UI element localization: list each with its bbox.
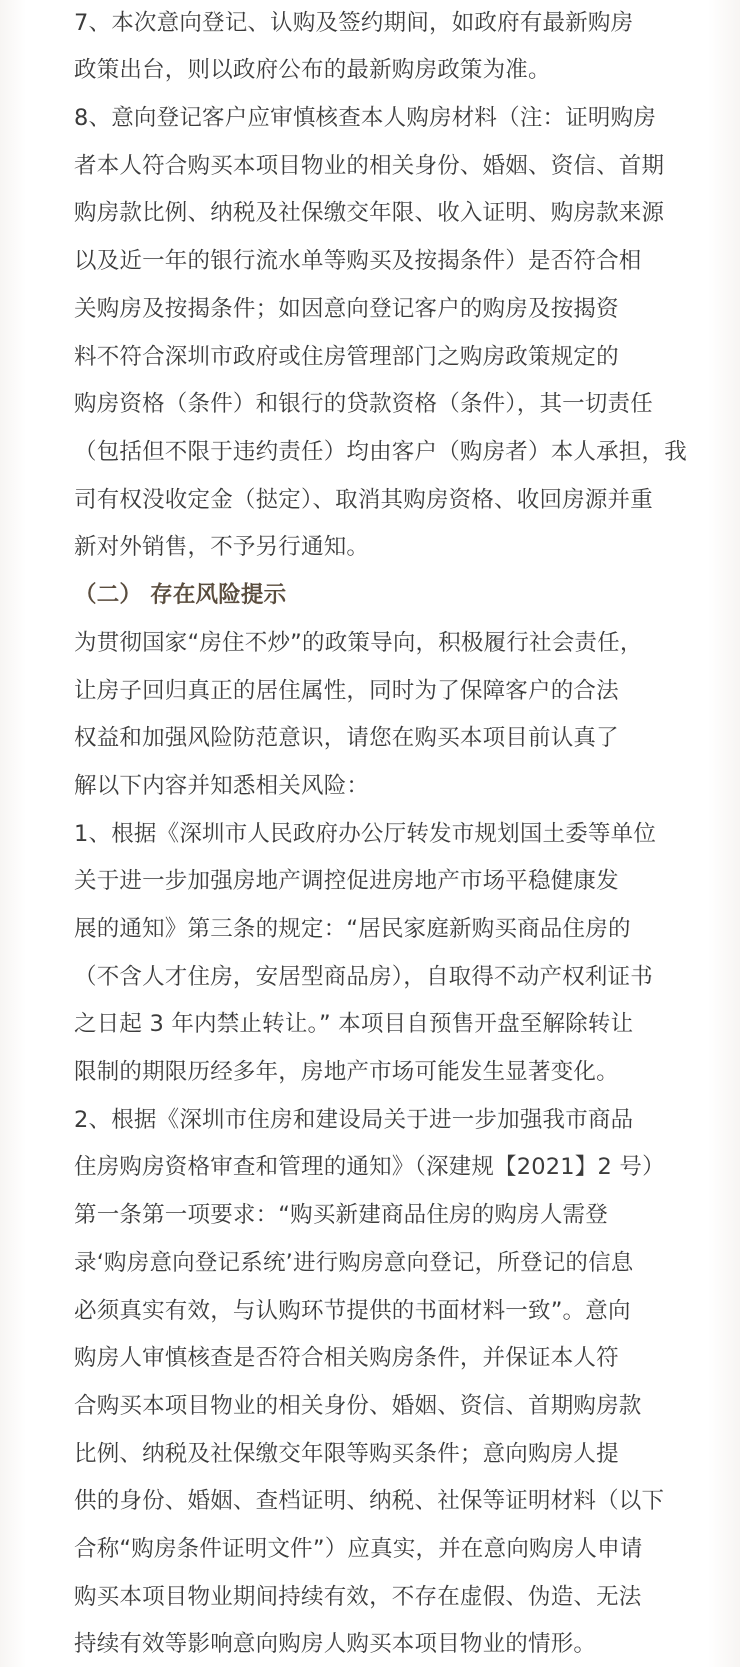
text-line: 7、本次意向登记、认购及签约期间，如政府有最新购房 — [74, 10, 634, 36]
text-line: （不含人才住房，安居型商品房），自取得不动产权利证书 — [74, 964, 653, 990]
text-line: 第一条第一项要求：“购买新建商品住房的购房人需登 — [74, 1202, 608, 1228]
text-line: 必须真实有效，与认购环节提供的书面材料一致”。意向 — [74, 1298, 631, 1324]
text-line: 关于进一步加强房地产调控促进房地产市场平稳健康发 — [74, 868, 619, 894]
text-line: 展的通知》第三条的规定：“居民家庭新购买商品住房的 — [74, 916, 631, 942]
text-line: （包括但不限于违约责任）均由客户（购房者）本人承担，我 — [74, 439, 687, 465]
text-line: 购房资格（条件）和银行的贷款资格（条件），其一切责任 — [74, 391, 653, 417]
text-line: 关购房及按揭条件；如因意向登记客户的购房及按揭资 — [74, 296, 619, 322]
text-line: 之日起 3 年内禁止转让。” 本项目自预售开盘至解除转让 — [74, 1011, 634, 1037]
text-line: 司有权没收定金（挞定）、取消其购房资格、收回房源并重 — [74, 487, 653, 513]
text-line: 2、根据《深圳市住房和建设局关于进一步加强我市商品 — [74, 1107, 634, 1133]
text-line: 购房人审慎核查是否符合相关购房条件，并保证本人符 — [74, 1345, 619, 1371]
text-line: 住房购房资格审查和管理的通知》（深建规【2021】2 号） — [74, 1154, 665, 1180]
text-line: 为贯彻国家“房住不炒”的政策导向，积极履行社会责任， — [74, 630, 643, 656]
text-line: 限制的期限历经多年，房地产市场可能发生显著变化。 — [74, 1059, 619, 1085]
text-line: 1、根据《深圳市人民政府办公厅转发市规划国土委等单位 — [74, 821, 657, 847]
text-line: 新对外销售，不予另行通知。 — [74, 534, 370, 560]
text-line: 解以下内容并知悉相关风险： — [74, 773, 370, 799]
text-line: 料不符合深圳市政府或住房管理部门之购房政策规定的 — [74, 344, 619, 370]
text-line: 者本人符合购买本项目物业的相关身份、婚姻、资信、首期 — [74, 153, 665, 179]
text-line: 持续有效等影响意向购房人购买本项目物业的情形。 — [74, 1631, 597, 1657]
section-heading: （二） 存在风险提示 — [74, 582, 287, 608]
text-line: 让房子回归真正的居住属性，同时为了保障客户的合法 — [74, 678, 619, 704]
text-line: 以及近一年的银行流水单等购买及按揭条件）是否符合相 — [74, 248, 642, 274]
text-line: 合称“购房条件证明文件”）应真实，并在意向购房人申请 — [74, 1536, 643, 1562]
text-line: 比例、纳税及社保缴交年限等购买条件；意向购房人提 — [74, 1441, 619, 1467]
text-line: 供的身份、婚姻、查档证明、纳税、社保等证明材料（以下 — [74, 1488, 665, 1514]
text-line: 8、意向登记客户应审慎核查本人购房材料（注：证明购房 — [74, 105, 657, 131]
text-line: 合购买本项目物业的相关身份、婚姻、资信、首期购房款 — [74, 1393, 642, 1419]
text-line: 购房款比例、纳税及社保缴交年限、收入证明、购房款来源 — [74, 200, 665, 226]
text-line: 权益和加强风险防范意识，请您在购买本项目前认真了 — [74, 725, 619, 751]
text-line: 政策出台，则以政府公布的最新购房政策为准。 — [74, 57, 551, 83]
text-line: 录‘购房意向登记系统’进行购房意向登记，所登记的信息 — [74, 1250, 634, 1276]
text-line: 购买本项目物业期间持续有效，不存在虚假、伪造、无法 — [74, 1584, 642, 1610]
